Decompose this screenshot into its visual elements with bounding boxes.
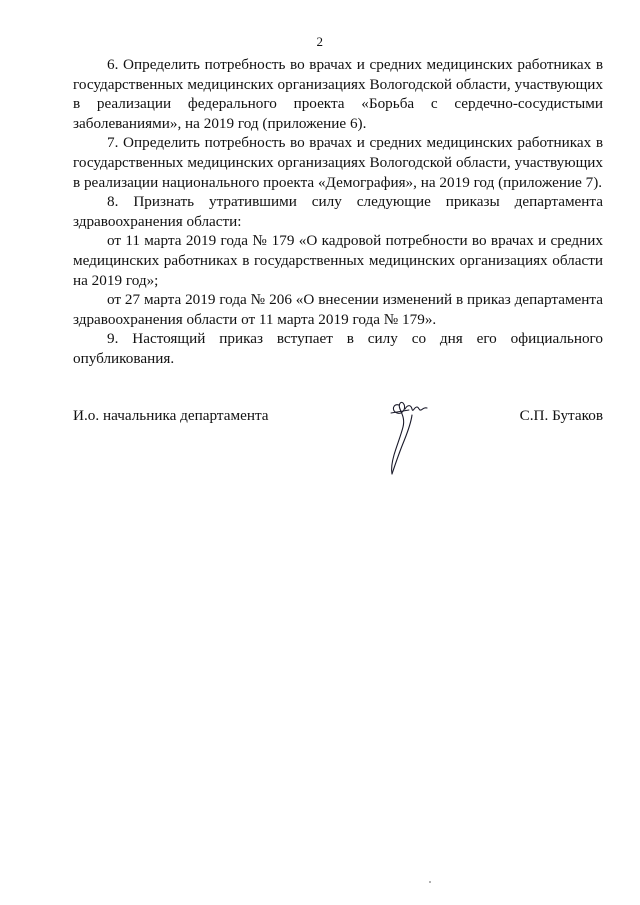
scan-speck — [429, 881, 431, 883]
paragraph-item-8: 8. Признать утратившими силу следующие приказы департамента здравоохранения области: — [73, 193, 603, 230]
signature-block — [73, 407, 603, 487]
repealed-order-206: от 27 марта 2019 года № 206 «О внесении изменений в приказ департамента здравоохранения области от 11 марта 2019 года № 179». — [73, 291, 603, 328]
paragraph-item-6: 6. Определить потребность во врачах и средних медицинских работниках в государственных медицинских организациях Вологодской области, участвующих в реализации федерального проекта «Борьба с сердечно-сосудистыми заболеваниями», на 2019 год (приложение 6). — [73, 56, 603, 132]
signatory-position: И.о. начальника департамента — [73, 407, 269, 424]
page-number: 2 — [316, 34, 324, 49]
paragraph-item-7: 7. Определить потребность во врачах и средних медицинских работниках в государственных медицинских организациях Вологодской области, участвующих в реализации национального проекта «Демография», на 2019 год (приложение 7). — [73, 134, 603, 191]
signatory-name: С.П. Бутаков — [519, 407, 603, 424]
handwritten-signature — [381, 395, 441, 487]
document-body — [73, 55, 603, 369]
paragraph-item-9: 9. Настоящий приказ вступает в силу со дня его официального опубликования. — [73, 330, 603, 367]
repealed-order-179: от 11 марта 2019 года № 179 «О кадровой потребности во врачах и средних медицинских работниках в государственных медицинских организациях области на 2019 год»; — [73, 232, 603, 289]
